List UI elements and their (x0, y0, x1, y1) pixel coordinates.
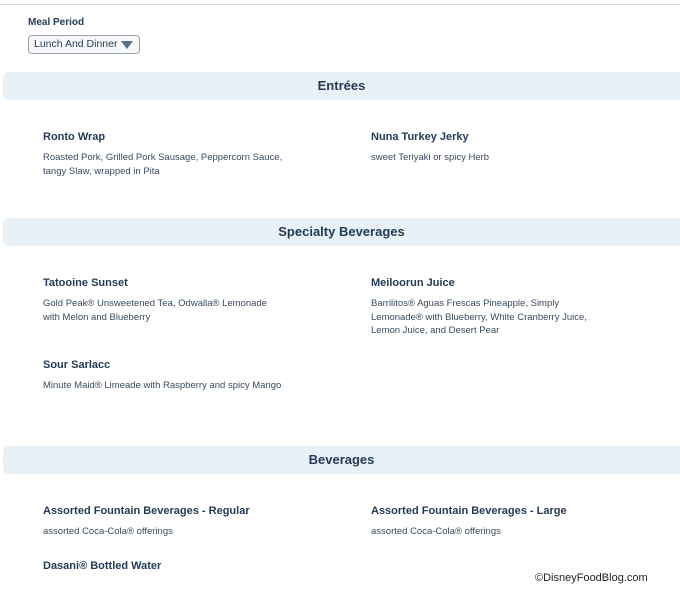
menu-item (43, 130, 283, 178)
menu-item-name: Ronto Wrap (43, 131, 106, 143)
menu-item-name: Dasani® Bottled Water (43, 560, 162, 572)
menu-item-description: Gold Peak® Unsweetened Tea, Odwalla® Lemonade with Melon and Blueberry (43, 298, 268, 323)
section-header-entrees (3, 72, 680, 100)
menu-item (371, 504, 651, 539)
menu-item (43, 276, 283, 324)
meal-period-select[interactable] (28, 35, 140, 54)
menu-item-description: Roasted Pork, Grilled Pork Sausage, Peppercorn Sauce, tangy Slaw, wrapped in Pita (43, 152, 283, 177)
menu-item (43, 358, 283, 393)
menu-item-description: Minute Maid® Limeade with Raspberry and spicy Mango (43, 380, 282, 391)
chevron-down-icon (121, 41, 133, 49)
section-title: Beverages (308, 452, 375, 467)
top-divider (0, 4, 680, 5)
section-title: Specialty Beverages (278, 224, 405, 239)
menu-item (43, 559, 283, 573)
menu-item-name: Tatooine Sunset (43, 277, 128, 289)
watermark: ©DisneyFoodBlog.com (535, 572, 648, 584)
meal-period-label: Meal Period (28, 17, 85, 28)
section-header-specialty-beverages (3, 218, 680, 246)
menu-item-description: assorted Coca-Cola® offerings (43, 526, 173, 537)
menu-item-name: Assorted Fountain Beverages - Regular (43, 505, 250, 517)
menu-item-name: Sour Sarlacc (43, 359, 111, 371)
menu-item-description: assorted Coca-Cola® offerings (371, 526, 501, 537)
menu-item-name: Meiloorun Juice (371, 277, 455, 289)
menu-item-description: Barrilitos® Aguas Frescas Pineapple, Simply Lemonade® with Blueberry, White Cranberry Juice, Lemon Juice, and Desert Pear (371, 298, 587, 336)
meal-period-selected-value: Lunch And Dinner (34, 38, 118, 50)
menu-item-name: Assorted Fountain Beverages - Large (371, 505, 567, 517)
menu-item-description: sweet Teriyaki or spicy Herb (371, 152, 490, 163)
menu-item (371, 276, 596, 338)
menu-item-name: Nuna Turkey Jerky (371, 131, 469, 143)
section-header-beverages (3, 446, 680, 474)
menu-item (371, 130, 611, 165)
menu-item (43, 504, 323, 539)
section-title: Entrées (317, 78, 366, 93)
